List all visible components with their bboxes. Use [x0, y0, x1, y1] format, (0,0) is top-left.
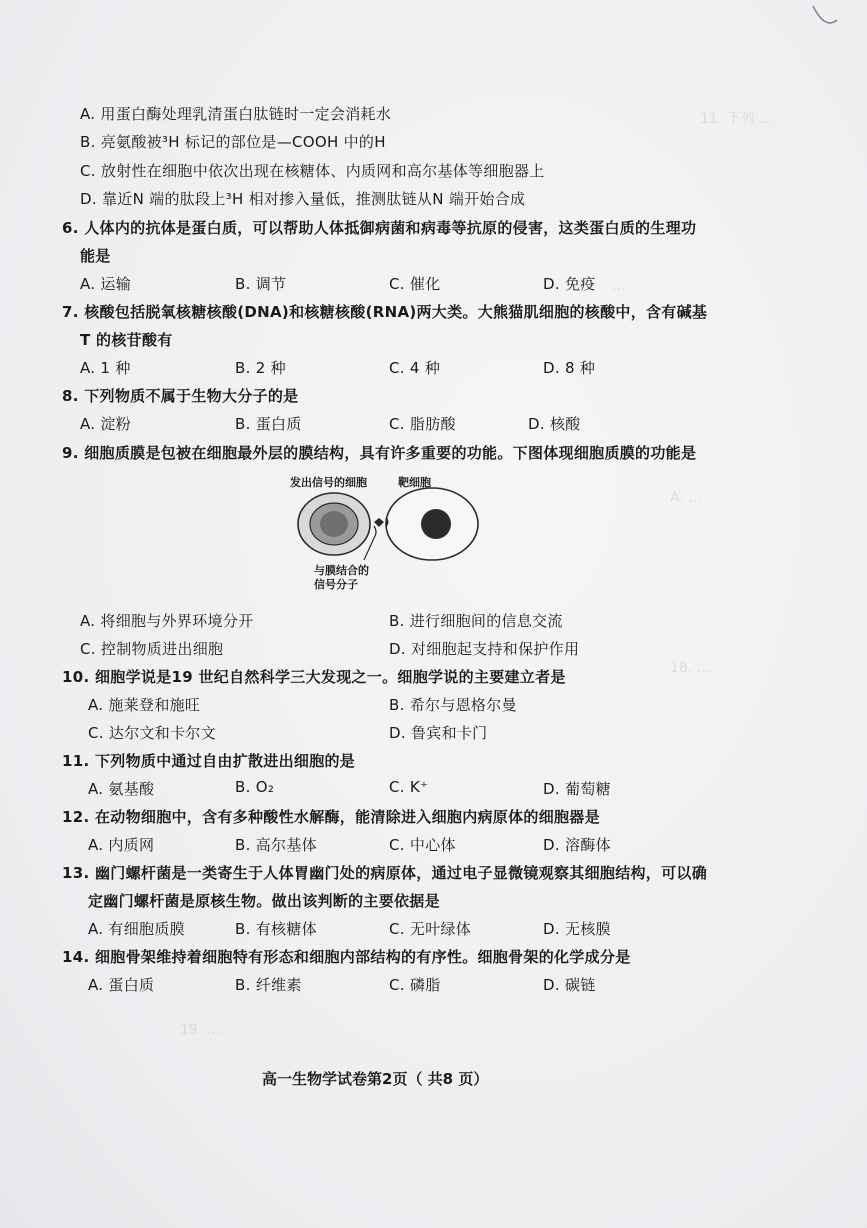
q10-option-d: D. 鲁宾和卡门 [389, 724, 488, 742]
option-a: A. 用蛋白酶处理乳清蛋白肽链时一定会消耗水 [80, 105, 392, 123]
cell-signaling-figure [290, 474, 490, 591]
q11-option-a: A. 氨基酸 [88, 780, 155, 798]
q14-option-d: D. 碳链 [543, 976, 596, 994]
page-footer: 高一生物学试卷第2页（ 共8 页） [262, 1070, 489, 1088]
target-cell-nucleus [421, 509, 451, 539]
q11-option-c: C. K⁺ [389, 778, 429, 796]
option-d: D. 靠近N 端的肽段上³H 相对掺入量低，推测肽链从N 端开始合成 [80, 190, 526, 208]
molecule-label-line2: 信号分子 [314, 578, 358, 591]
q13-option-c: C. 无叶绿体 [389, 920, 472, 938]
q7-option-c: C. 4 种 [389, 359, 441, 377]
question-11-stem: 11. 下列物质中通过自由扩散进出细胞的是 [62, 752, 356, 770]
q12-option-b: B. 高尔基体 [235, 836, 317, 854]
q12-option-d: D. 溶酶体 [543, 836, 611, 854]
question-12-stem: 12. 在动物细胞中，含有多种酸性水解酶，能清除进入细胞内病原体的细胞器是 [62, 808, 600, 826]
question-10-stem: 10. 细胞学说是19 世纪自然科学三大发现之一。细胞学说的主要建立者是 [62, 668, 566, 686]
q9-option-d: D. 对细胞起支持和保护作用 [389, 640, 580, 658]
q10-option-c: C. 达尔文和卡尔文 [88, 724, 217, 742]
q8-option-c: C. 脂肪酸 [389, 415, 456, 433]
question-6-stem: 6. 人体内的抗体是蛋白质，可以帮助人体抵御病菌和病毒等抗原的侵害，这类蛋白质的生理功 [62, 219, 697, 237]
q12-option-a: A. 内质网 [88, 836, 155, 854]
bleed-through: 19. … [180, 1022, 221, 1038]
signal-molecule [374, 518, 384, 527]
signal-cell-nucleus [320, 511, 348, 537]
target-cell-label: 靶细胞 [398, 476, 431, 489]
q7-option-b: B. 2 种 [235, 359, 286, 377]
q9-option-a: A. 将细胞与外界环境分开 [80, 612, 254, 630]
bleed-through: A. … [670, 490, 703, 506]
q6-option-b: B. 调节 [235, 275, 287, 293]
bleed-through: 11. 下列 … [700, 111, 774, 127]
question-13-stem: 13. 幽门螺杆菌是一类寄生于人体胃幽门处的病原体，通过电子显微镜观察其细胞结构，可以确 [62, 864, 707, 882]
option-b: B. 亮氨酸被³H 标记的部位是—COOH 中的H [80, 133, 386, 151]
question-9-stem: 9. 细胞质膜是包被在细胞最外层的膜结构，具有许多重要的功能。下图体现细胞质膜的功能是 [62, 444, 697, 462]
q11-option-b: B. O₂ [235, 778, 275, 796]
question-7-stem: 7. 核酸包括脱氧核糖核酸(DNA)和核糖核酸(RNA)两大类。大熊猫肌细胞的核酸中，含有碱基 [62, 303, 708, 321]
q13-option-b: B. 有核糖体 [235, 920, 317, 938]
question-14-stem: 14. 细胞骨架维持着细胞特有形态和细胞内部结构的有序性。细胞骨架的化学成分是 [62, 948, 631, 966]
question-8-stem: 8. 下列物质不属于生物大分子的是 [62, 387, 299, 405]
question-13-stem-cont: 定幽门螺杆菌是原核生物。做出该判断的主要依据是 [88, 892, 440, 910]
bleed-through: … [612, 278, 626, 294]
q7-option-d: D. 8 种 [543, 359, 596, 377]
q7-option-a: A. 1 种 [80, 359, 131, 377]
q14-option-b: B. 纤维素 [235, 976, 302, 994]
signal-cell-label: 发出信号的细胞 [290, 476, 367, 489]
q11-option-d: D. 葡萄糖 [543, 780, 611, 798]
q13-option-a: A. 有细胞质膜 [88, 920, 185, 938]
page-corner-mark [811, 4, 839, 32]
q6-option-a: A. 运输 [80, 275, 132, 293]
q9-option-b: B. 进行细胞间的信息交流 [389, 612, 563, 630]
bleed-through: 18. … [670, 660, 711, 676]
q8-option-a: A. 淀粉 [80, 415, 132, 433]
question-6-stem-cont: 能是 [80, 247, 111, 265]
q10-option-a: A. 施莱登和施旺 [88, 696, 201, 714]
q8-option-b: B. 蛋白质 [235, 415, 302, 433]
molecule-label-line1: 与膜结合的 [314, 564, 369, 577]
q14-option-a: A. 蛋白质 [88, 976, 155, 994]
q9-option-c: C. 控制物质进出细胞 [80, 640, 224, 658]
q14-option-c: C. 磷脂 [389, 976, 441, 994]
q8-option-d: D. 核酸 [528, 415, 581, 433]
q13-option-d: D. 无核膜 [543, 920, 611, 938]
q12-option-c: C. 中心体 [389, 836, 456, 854]
q10-option-b: B. 希尔与恩格尔曼 [389, 696, 517, 714]
option-c: C. 放射性在细胞中依次出现在核糖体、内质网和高尔基体等细胞器上 [80, 162, 545, 180]
q6-option-c: C. 催化 [389, 275, 441, 293]
question-7-stem-cont: T 的核苷酸有 [80, 331, 173, 349]
q6-option-d: D. 免疫 [543, 275, 596, 293]
